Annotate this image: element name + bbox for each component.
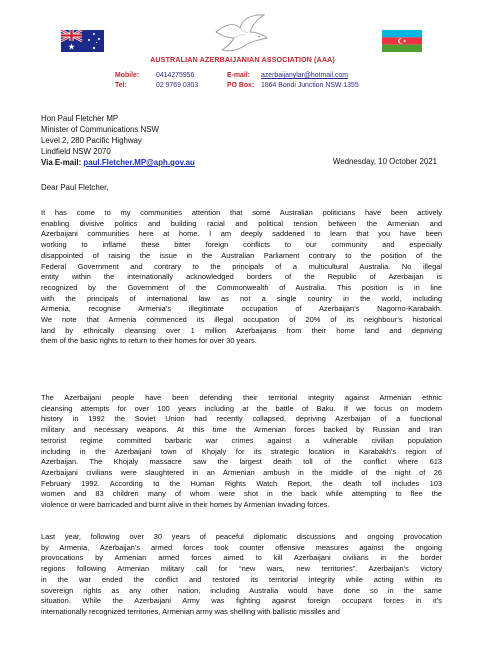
- mobile-number: 0414275956: [156, 72, 195, 79]
- australia-flag-icon: [61, 30, 104, 52]
- salutation: Dear Paul Fletcher,: [41, 183, 109, 192]
- body-paragraph-3: [41, 532, 442, 618]
- paragraph-line: Azerbaijani communities here at home. I am deeply saddened to learn that you have been: [41, 229, 442, 239]
- paragraph-line: recognized by the Government of the Commonwealth of Australia. This position is in line: [41, 282, 442, 292]
- paragraph-line: women and 83 children many of whom were shot in the back while attempting to flee the: [41, 489, 442, 499]
- contact-phones: [115, 71, 198, 90]
- paragraph-line: in the war ended the conflict and restored its territorial integrity while acting within its: [41, 574, 442, 584]
- contact-email-po: [227, 71, 359, 90]
- paragraph-line: internationally recognized territories, Armenian army was shelling with ballistic missiles and: [41, 606, 340, 616]
- paragraph-line: It has come to my communities attention that some Australian politicians have been actively: [41, 208, 442, 217]
- paragraph-line: with the principals of international law as not a single country in the world, including: [41, 293, 442, 303]
- recipient-address: [41, 113, 195, 168]
- paragraph-line: provocations by Armenian armed forces aimed to kill Azerbaijani civilians in the border: [41, 553, 442, 563]
- paragraph-line: cleansing attempts for over 100 years including at the battle of Baku. If we focus on modern: [41, 403, 442, 413]
- paragraph-line: Azerbaijani civilians were slaughtered in an Armenian ambush in the middle of the night of 26: [41, 467, 442, 477]
- organization-email-link[interactable]: azerbaijanylar@hotmail.com: [261, 72, 349, 79]
- paragraph-line: We note that Armenia commenced its illegal occupation of 20% of its neighbour’s historical: [41, 315, 442, 325]
- paragraph-line: sovereign rights as any other nation, including Australia would have done so in the same: [41, 585, 442, 595]
- paragraph-line: Last year, following over 30 years of peaceful diplomatic discussions and ongoing provocation: [41, 532, 442, 541]
- paragraph-line: them of the basic rights to return to their homes for over 30 years.: [41, 336, 257, 346]
- recipient-title: Minister of Communications NSW: [41, 125, 159, 134]
- pobox-address: 1864 Bondi Junction NSW 1355: [261, 81, 359, 89]
- paragraph-line: violence or were barricaded and burnt alive in their homes by Armenian invading forces.: [41, 500, 330, 510]
- paragraph-line: enabling divisive politics and building racial and political tension between the Armenian and: [41, 218, 442, 228]
- recipient-name: Hon Paul Fletcher MP: [41, 114, 119, 123]
- mobile-label: Mobile:: [115, 72, 140, 79]
- paragraph-line: The Azerbaijani people have been defending their territorial integrity against Armenian ethnic: [41, 393, 442, 402]
- paragraph-line: Azerbaijan. The Khojaly massacre saw the largest death toll of the conflict where 613: [41, 457, 442, 467]
- email-label: E-mail:: [227, 72, 250, 79]
- paragraph-line: history in 1992 the Soviet Union had recently collapsed, depriving Azerbaijan of a functional: [41, 414, 442, 424]
- paragraph-line: regions following Armenian military call for “new wars, new territories”. Azerbaijan’s victory: [41, 564, 442, 574]
- via-email-label: Via E-mail:: [41, 158, 84, 167]
- dove-icon: [212, 12, 270, 56]
- body-paragraph-2: [41, 393, 442, 511]
- paragraph-line: by Armenia, Azerbaijan’s armed forces took counter offensive measures against the ongoing: [41, 542, 442, 552]
- paragraph-line: entity within the internationally acknowledged borders of the Republic of Azerbaijan is: [41, 272, 442, 282]
- paragraph-line: Federal Government and contrary to the principals of a multicultural Australia. No illegal: [41, 261, 442, 271]
- tel-label: Tel:: [115, 81, 127, 89]
- paragraph-line: including in the Azerbaijani town of Khojaly for its strategic location in Karabakh’s region of: [41, 446, 442, 456]
- letter-date: Wednesday, 10 October 2021: [332, 157, 437, 166]
- via-email-line: [41, 157, 195, 168]
- body-paragraph-1: [41, 208, 442, 347]
- organization-name: AUSTRALIAN AZERBAIJANIAN ASSOCIATION (AAA): [150, 55, 335, 64]
- paragraph-line: Armenia, recognise Armenia’s illegitimate occupation of Azerbaijan’s Nagorno-Karabakh.: [41, 304, 442, 314]
- azerbaijan-flag-icon: [382, 30, 422, 52]
- tel-number: 02 9769 0303: [156, 81, 199, 89]
- paragraph-line: disappointed of raising the issue in the Australian Parliament contrary to the position of the: [41, 250, 442, 260]
- paragraph-line: situation. While the Azerbaijani Army was fighting against foreign occupant forces in it’s: [41, 596, 442, 606]
- paragraph-line: military and necessary weapons. At this time the Armenian forces backed by Russian and Iran: [41, 425, 442, 435]
- recipient-street: Level 2, 280 Pacific Highway: [41, 136, 142, 145]
- recipient-suburb: Lindfield NSW 2070: [41, 147, 111, 156]
- recipient-email-link[interactable]: paul.Fletcher.MP@aph.gov.au: [83, 158, 195, 167]
- paragraph-line: terrorist regime committed barbaric war crimes against a vulnerable civilian population: [41, 435, 442, 445]
- paragraph-line: February 1992. According to the Human Rights Watch Report, the death toll includes 103: [41, 478, 442, 488]
- pobox-label: PO Box:: [227, 81, 255, 89]
- paragraph-line: working to inflame these bitter foreign conflicts to our community and especially: [41, 240, 442, 250]
- paragraph-line: land by ethnically cleansing over 1 million Azerbaijanis from their home land and depriving: [41, 325, 442, 335]
